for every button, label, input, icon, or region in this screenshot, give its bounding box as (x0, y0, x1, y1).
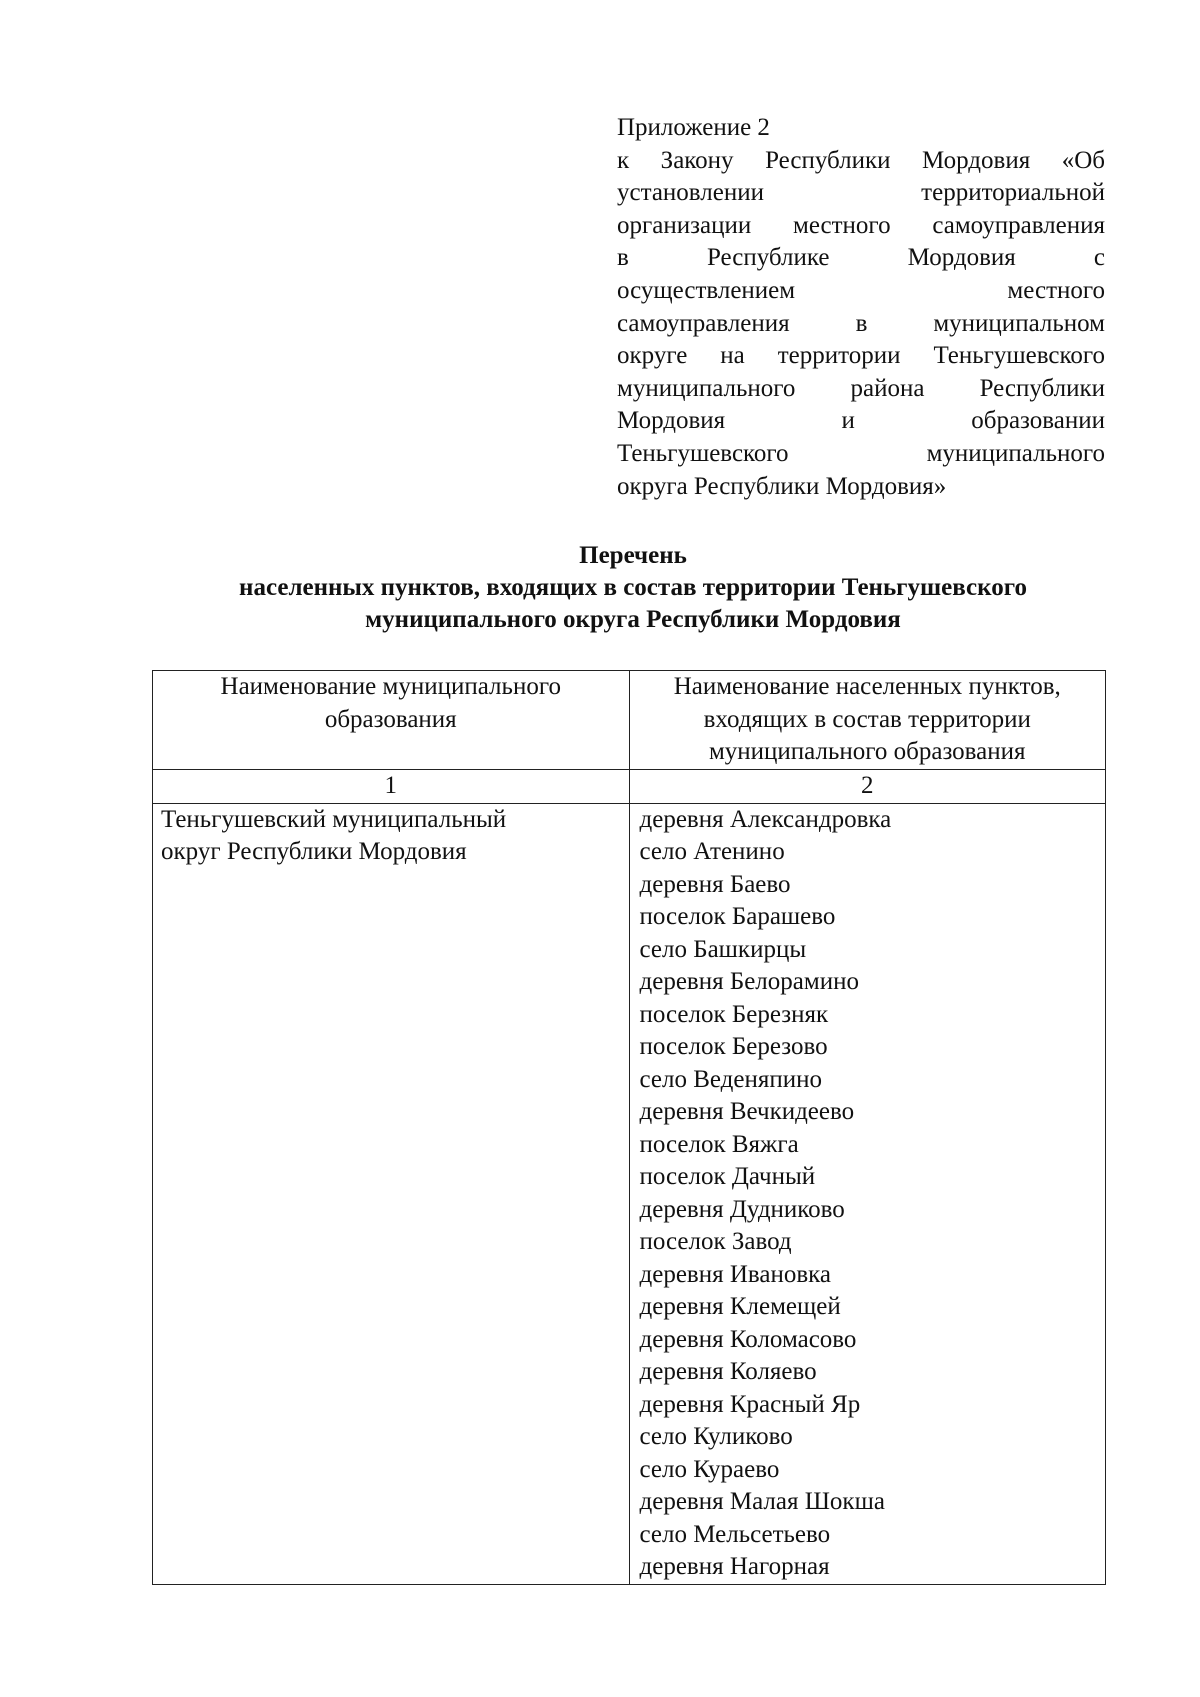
list-item: поселок Березняк (639, 1000, 829, 1028)
appendix-last-line: округа Республики Мордовия» (617, 472, 947, 500)
appendix-line: Мордовия и образовании (617, 407, 1105, 435)
header-settlements: Наименование населенных пунктов, входящих в состав территории муниципального образования (629, 671, 1106, 770)
column-number-row (153, 769, 1106, 803)
list-item: деревня Красный Яр (639, 1390, 861, 1418)
appendix-line: муниципального района Республики (617, 374, 1105, 402)
list-item: поселок Вяжга (639, 1130, 799, 1158)
list-item: деревня Дудниково (639, 1195, 845, 1223)
appendix-line: округе на территории Теньгушевского (617, 342, 1105, 370)
appendix-lines (617, 145, 1105, 471)
appendix-line: к Закону Республики Мордовия «Об (617, 146, 1105, 174)
appendix-line: установлении территориальной (617, 179, 1105, 207)
heading-line-2: населенных пунктов, входящих в состав территории Теньгушевского (239, 574, 1027, 601)
municipality-line-1: Теньгушевский муниципальный (161, 805, 507, 833)
table-header-row (153, 671, 1106, 770)
list-item: деревня Коломасово (639, 1325, 857, 1353)
list-item: деревня Нагорная (639, 1553, 830, 1580)
list-item: деревня Ивановка (639, 1260, 832, 1288)
list-item: деревня Коляево (639, 1358, 817, 1385)
settlements-table (152, 670, 1106, 1585)
list-item: поселок Завод (639, 1228, 792, 1255)
document-heading (150, 540, 1116, 636)
table-row (153, 803, 1106, 1584)
list-item: деревня Малая Шокша (639, 1488, 885, 1515)
list-item: деревня Белорамино (639, 968, 859, 995)
heading-line-3: муниципального округа Республики Мордовия (365, 606, 901, 633)
heading-line-1: Перечень (579, 542, 687, 569)
appendix-title: Приложение 2 (617, 114, 770, 141)
appendix-line: осуществлением местного (617, 276, 1105, 304)
list-item: село Атенино (639, 838, 785, 865)
list-item: поселок Березово (639, 1033, 828, 1060)
list-item: село Кураево (639, 1455, 780, 1483)
municipality-line-2: округ Республики Мордовия (161, 838, 467, 865)
column-number-1: 1 (153, 769, 630, 803)
list-item: село Веденяпино (639, 1065, 822, 1093)
appendix-block (617, 112, 1105, 503)
list-item: деревня Баево (639, 870, 791, 898)
list-item: село Куликово (639, 1423, 793, 1450)
appendix-line: организации местного самоуправления (617, 211, 1105, 239)
appendix-line: Теньгушевского муниципального (617, 439, 1105, 467)
list-item: деревня Вечкидеево (639, 1098, 855, 1125)
list-item: поселок Дачный (639, 1163, 816, 1190)
appendix-line: в Республике Мордовия с (617, 244, 1105, 272)
list-item: село Мельсетьево (639, 1520, 831, 1548)
list-item: село Башкирцы (639, 935, 807, 963)
list-item: деревня Клемещей (639, 1293, 841, 1320)
column-number-2: 2 (629, 769, 1106, 803)
settlements-cell (629, 803, 1106, 1584)
list-item: поселок Барашево (639, 903, 836, 930)
list-item: деревня Александровка (639, 805, 892, 833)
appendix-line: самоуправления в муниципальном (617, 309, 1105, 337)
header-municipality: Наименование муниципального образования (153, 671, 630, 770)
municipality-cell (153, 803, 630, 1584)
